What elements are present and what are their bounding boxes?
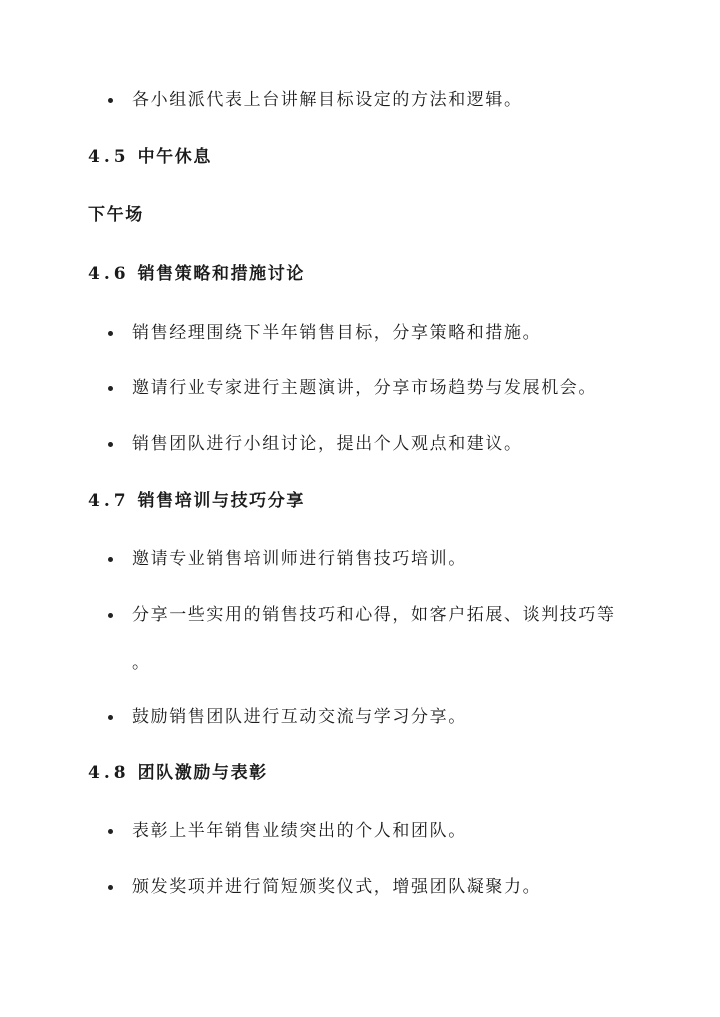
section-heading [88, 490, 305, 512]
bullet-dot [108, 331, 113, 336]
list-item-text: 分享一些实用的销售技巧和心得，如客户拓展、谈判技巧等 [132, 605, 616, 625]
section-number: 4.8 [88, 763, 130, 783]
list-item-text: 销售团队进行小组讨论，提出个人观点和建议。 [132, 434, 523, 454]
section-title: 销售策略和措施讨论 [137, 264, 305, 284]
bullet-dot [108, 613, 113, 618]
list-item-text: 。 [132, 653, 151, 673]
section-title: 中午休息 [137, 147, 212, 167]
bullet-dot [108, 557, 113, 562]
list-item-text: 各小组派代表上台讲解目标设定的方法和逻辑。 [132, 90, 523, 110]
list-item-text: 邀请专业销售培训师进行销售技巧培训。 [132, 549, 467, 569]
bullet-dot [108, 386, 113, 391]
section-number: 4.7 [88, 491, 130, 511]
section-number: 4.5 [88, 147, 130, 167]
section-title: 销售培训与技巧分享 [137, 491, 305, 511]
section-number: 4.6 [88, 264, 130, 284]
list-item-text: 鼓励销售团队进行互动交流与学习分享。 [132, 707, 467, 727]
bullet-dot [108, 442, 113, 447]
list-item-text: 颁发奖项并进行简短颁奖仪式，增强团队凝聚力。 [132, 877, 542, 897]
list-item-text: 表彰上半年销售业绩突出的个人和团队。 [132, 821, 467, 841]
list-item-text: 邀请行业专家进行主题演讲，分享市场趋势与发展机会。 [132, 378, 597, 398]
bullet-dot [108, 98, 113, 103]
section-heading [88, 146, 212, 168]
bullet-dot [108, 885, 113, 890]
bullet-dot [108, 829, 113, 834]
session-label: 下午场 [88, 205, 144, 225]
section-title: 团队激励与表彰 [137, 763, 268, 783]
section-heading [88, 263, 305, 285]
bullet-dot [108, 715, 113, 720]
list-item-text: 销售经理围绕下半年销售目标，分享策略和措施。 [132, 323, 542, 343]
section-heading [88, 762, 268, 784]
